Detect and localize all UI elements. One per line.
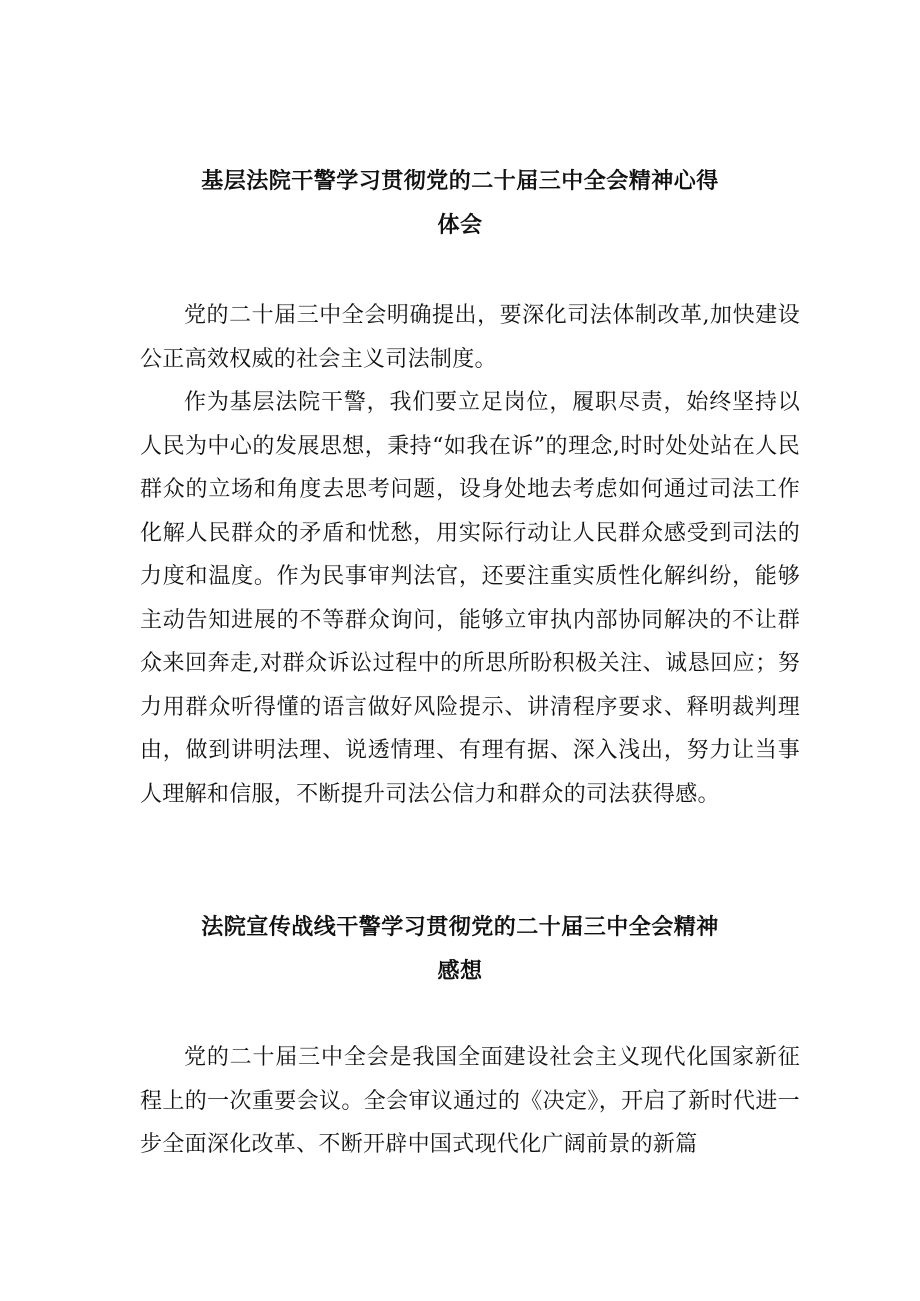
article-1-paragraph-2: 作为基层法院干警，我们要立足岗位，履职尽责，始终坚持以人民为中心的发展思想，秉持“如我在诉”的理念,时时处处站在人民群众的立场和角度去思考问题，设身处地去考虑如何通过司法工作化解人民群众的矛盾和忧愁，用实际行动让人民群众感受到司法的力度和温度。作为民事审判法官，还要注重实质性化解纠纷，能够主动告知进展的不等群众询问，能够立审执内部协同解决的不让群众来回奔走,对群众诉讼过程中的所思所盼积极关注、诚恳回应；努力用群众听得懂的语言做好风险提示、讲清程序要求、释明裁判理由，做到讲明法理、说透情理、有理有据、深入浅出，努力让当事人理解和信服，不断提升司法公信力和群众的司法获得感。	[140, 390, 800, 807]
article-2-paragraph-1: 党的二十届三中全会是我国全面建设社会主义现代化国家新征程上的一次重要会议。全会审议通过的《决定》，开启了新时代进一步全面深化改革、不断开辟中国式现代化广阔前景的新篇	[140, 1045, 800, 1157]
article-1-paragraph-1: 党的二十届三中全会明确提出，要深化司法体制改革,加快建设公正高效权威的社会主义司法制度。	[140, 303, 800, 372]
article-1-title	[0, 160, 920, 248]
article-1-title-line-1: 基层法院干警学习贯彻党的二十届三中全会精神心得	[201, 169, 719, 194]
article-2-title-line-2: 感想	[437, 959, 483, 984]
article-2-title-line-1: 法院宣传战线干警学习贯彻党的二十届三中全会精神	[201, 915, 719, 940]
article-2-title	[0, 906, 920, 994]
article-1-title-line-2: 体会	[437, 213, 483, 238]
